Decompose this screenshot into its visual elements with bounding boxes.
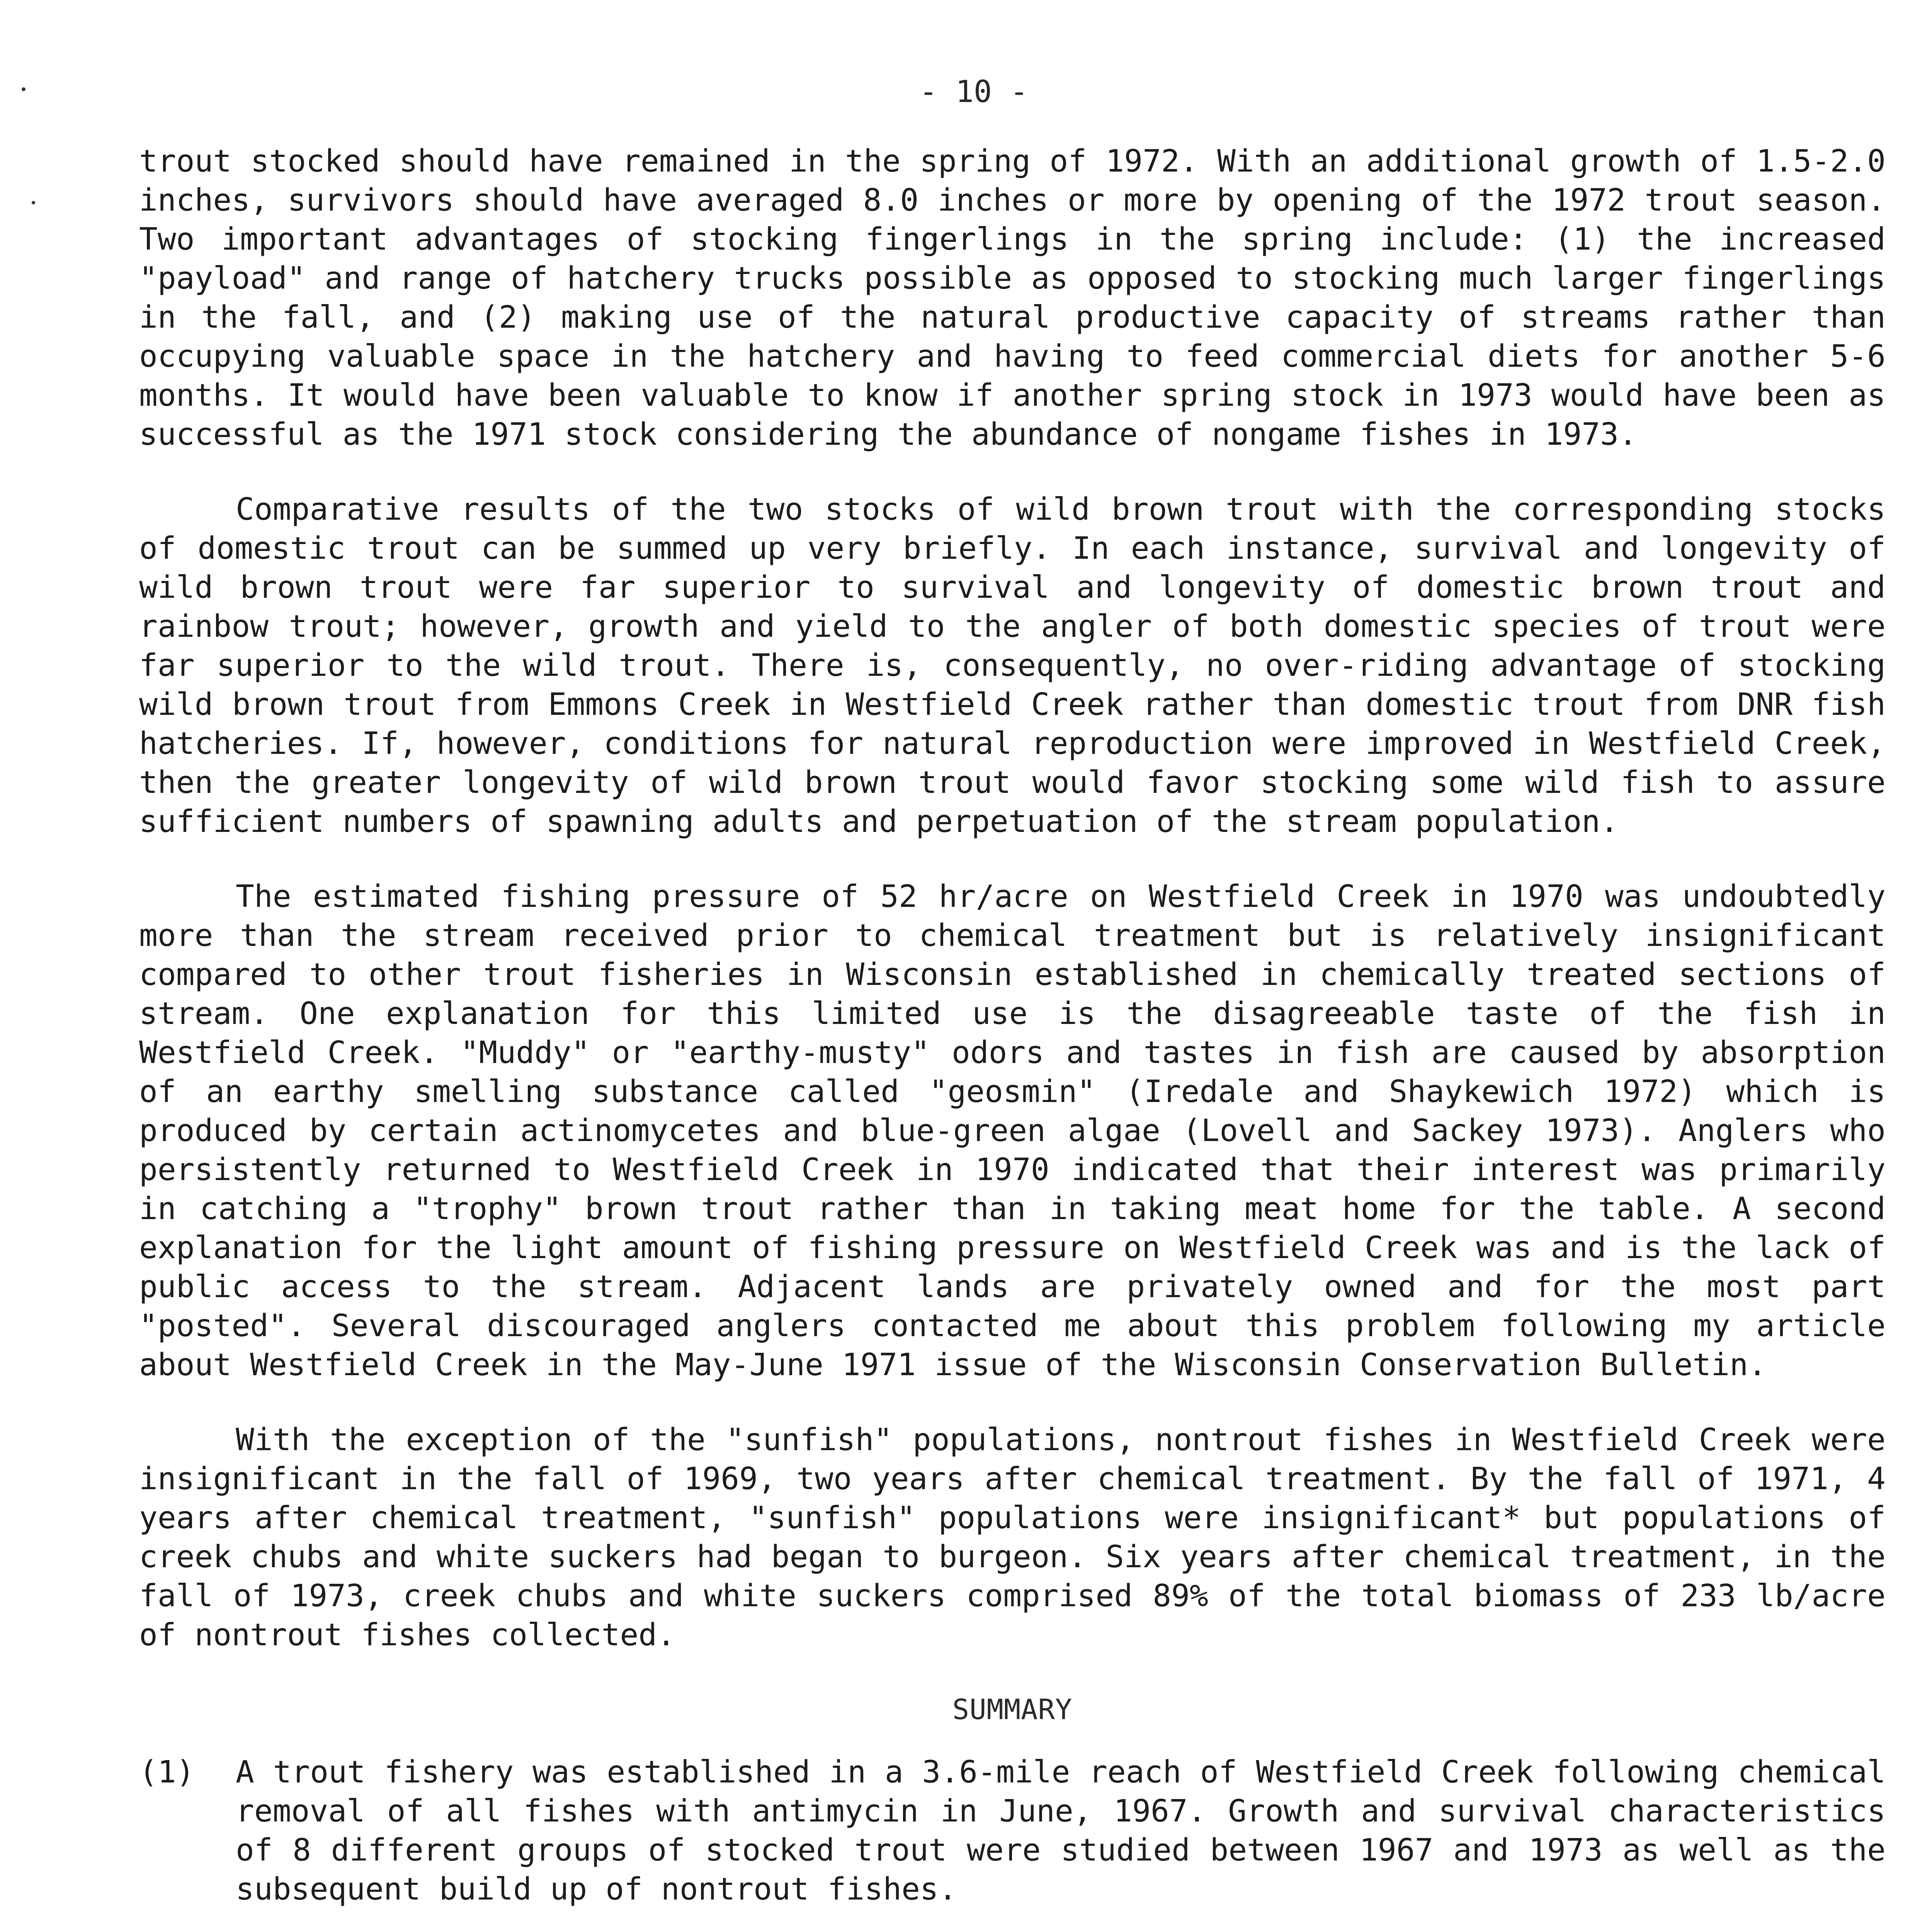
scan-speck [32,201,35,204]
summary-heading: SUMMARY [952,1693,1073,1726]
paragraph-fishing-pressure: The estimated fishing pressure of 52 hr/acre on Westfield Creek in 1970 was undoubtedly more than the stream received prior to chemical treatment but is relatively insignificant compared to other trout fisheries in Wisconsin established in chemically treated sections of stream. One explanation for this limited use is the disagreeable taste of the fish in Westfield Creek. "Muddy" or "earthy-musty" odors and tastes in fish are caused by absorption of an earthy smelling substance called "geosmin" (Iredale and Shaykewich 1972) which is produced by certain actinomycetes and blue-green algae (Lovell and Sackey 1973). Anglers who persistently returned to Westfield Creek in 1970 indicated that their interest was primarily in catching a "trophy" brown trout rather than in taking meat home for the table. A second explanation for the light amount of fishing pressure on Westfield Creek was and is the lack of public access to the stream. Adjacent lands are privately owned and for the most part "posted". Several discouraged anglers contacted me about this problem following my article about Westfield Creek in the May-June 1971 issue of the Wisconsin Conservation Bulletin. [139,878,1886,1383]
summary-item-number: (1) [139,1754,195,1790]
summary-item-text: A trout fishery was established in a 3.6-mile reach of Westfield Creek following chemical removal of all fishes with antimycin in June, 1967. Growth and survival characteristics of 8 different groups of stocked trout were studied between 1967 and 1973 as well as the subsequent build up of nontrout fishes. [236,1754,1886,1907]
summary-item [139,1752,1886,1908]
paragraph-wild-vs-domestic: Comparative results of the two stocks of wild brown trout with the corresponding stocks of domestic trout can be summed up very briefly. In each instance, survival and longevity of wild brown trout were far superior to survival and longevity of domestic brown trout and rainbow trout; however, growth and yield to the angler of both domestic species of trout were far superior to the wild trout. There is, consequently, no over-riding advantage of stocking wild brown trout from Emmons Creek in Westfield Creek rather than domestic trout from DNR fish hatcheries. If, however, conditions for natural reproduction were improved in Westfield Creek, then the greater longevity of wild brown trout would favor stocking some wild fish to assure sufficient numbers of spawning adults and perpetuation of the stream population. [139,491,1886,839]
paragraph-continuation: trout stocked should have remained in the spring of 1972. With an additional growth of 1.5-2.0 inches, survivors should have averaged 8.0 inches or more by opening of the 1972 trout season. Two important advantages of stocking fingerlings in the spring include: (1) the increased "payload" and range of hatchery trucks possible as opposed to stocking much larger fingerlings in the fall, and (2) making use of the natural productive capacity of streams rather than occupying valuable space in the hatchery and having to feed commercial diets for another 5-6 months. It would have been valuable to know if another spring stock in 1973 would have been as successful as the 1971 stock considering the abundance of nongame fishes in 1973. [139,143,1886,452]
paragraph-nontrout-fishes: With the exception of the "sunfish" populations, nontrout fishes in Westfield Creek were insignificant in the fall of 1969, two years after chemical treatment. By the fall of 1971, 4 years after chemical treatment, "sunfish" populations were insignificant* but populations of creek chubs and white suckers had began to burgeon. Six years after chemical treatment, in the fall of 1973, creek chubs and white suckers comprised 89% of the total biomass of 233 lb/acre of nontrout fishes collected. [139,1422,1886,1653]
page-number: - 10 - [919,75,1028,109]
body-text [139,141,1886,1932]
